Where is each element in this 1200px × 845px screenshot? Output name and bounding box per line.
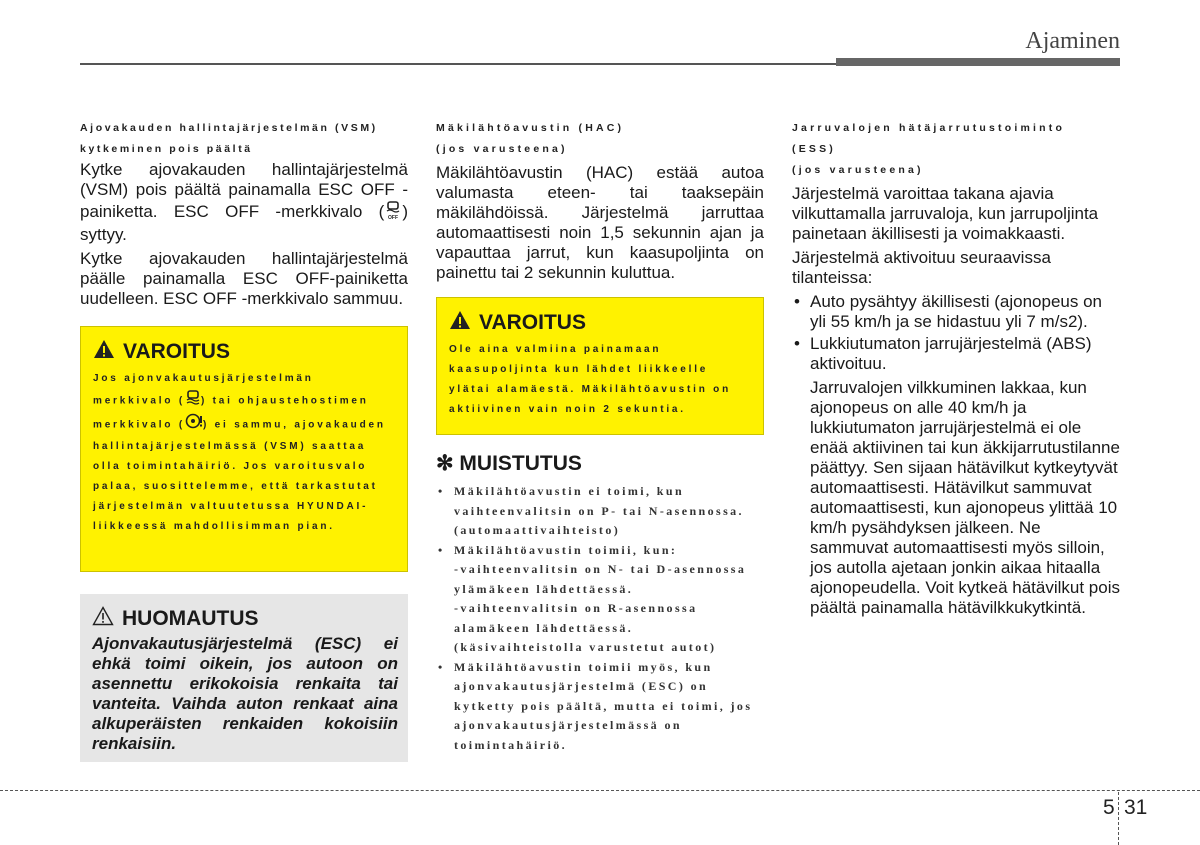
esc-car-icon (185, 389, 201, 413)
bullet-icon: • (438, 659, 445, 674)
warning-text-vsm (93, 369, 397, 537)
section-heading-hac: Mäkilähtöavustin (HAC) (436, 122, 625, 134)
bullet-icon: • (438, 484, 445, 498)
header-rule (80, 63, 836, 65)
power-steering-icon (185, 413, 203, 437)
list-item: • Auto pysähtyy äkillisesti (ajonopeus on yli 55 km/h ja se hidastuu yli 7 m/s2). (794, 292, 1102, 331)
memo-title: ✻ MUISTUTUS (436, 452, 582, 475)
footer-rule (0, 790, 1200, 791)
warning-text-hac: Ole aina valmiina painamaan kaasupoljinta kun lähdet liikkeelle ylätai alamäestä. Mäkilähtöavustin on aktiivinen vain noin 2 sekuntia. (449, 344, 731, 415)
page-number: 31 (1124, 796, 1148, 819)
memo-item: • Mäkilähtöavustin toimii myös, kun ajonvakautusjärjestelmä (ESC) on kytketty pois päältä, mutta ei toimi, jos ajonvakautusjärjestelmässä on toimintahäiriö. (438, 659, 753, 752)
caution-text: Ajonvakautusjärjestelmä (ESC) ei ehkä toimi oikein, jos autoon on asennettu erikokoisia renkaita tai vanteita. Vaihda auton renkaat aina alkuperäisten renkaiden kokoisiin renkaisiin. (92, 634, 398, 753)
hac-paragraph: Mäkilähtöavustin (HAC) estää autoa valumasta eteen- tai taaksepäin mäkilähdöissä. Järjestelmä jarruttaa automaattisesti noin 1,5 sekunnin ajan ja vapauttaa jarrut, kun kaasupoljinta on painettu tai 2 sekunnin kuluttua. (436, 163, 764, 282)
section-subheading-ess: (jos varusteena) (792, 164, 924, 176)
column-1 (80, 118, 408, 762)
warning-text-c: ) ei sammu, ajovakauden hallintajärjestelmässä (VSM) saattaa olla toimintahäiriö. Jos varoitusvalo palaa, suosittelemme, että tarkastutat järjestelmän valtuutetussa HYUNDAI-liikkeessä mahdollisimman pian. (93, 419, 386, 532)
caution-triangle-icon (92, 606, 114, 632)
warning-triangle-icon (449, 310, 471, 336)
vsm-paragraph-1-b: ) syttyy. (80, 201, 408, 244)
section-heading-ess-abbr: (ESS) (792, 143, 837, 155)
warning-title-text: VAROITUS (479, 311, 586, 334)
warning-title (449, 310, 753, 336)
page-number-divider (1118, 792, 1119, 845)
memo-item: • Mäkilähtöavustin ei toimi, kun vaihteenvalitsin on P- tai N-asennossa. (automaattivaihteisto) (438, 484, 744, 537)
chapter-number: 5 (1103, 796, 1115, 819)
section-heading-ess: Jarruvalojen hätäjarrutustoiminto (792, 122, 1066, 134)
memo-subitem: (käsivaihteistolla varustetut autot) (454, 640, 717, 654)
column-3 (792, 118, 1120, 618)
warning-box-hac (436, 297, 764, 435)
bullet-icon: • (794, 292, 800, 311)
bullet-icon: • (794, 334, 800, 353)
list-item: • Lukkiutumaton jarrujärjestelmä (ABS) aktivoituu. (794, 334, 1092, 373)
ess-bullet-list (792, 292, 1120, 618)
memo-subitem: -vaihteenvalitsin on N- tai D-asennossa ylämäkeen lähdettäessä. (454, 562, 747, 596)
warning-triangle-icon (93, 339, 115, 365)
memo-subitem: -vaihteenvalitsin on R-asennossa alamäkeen lähdettäessä. (454, 601, 698, 635)
section-subheading-vsm: kytkeminen pois päältä (80, 143, 253, 155)
memo-list (436, 482, 764, 755)
column-2 (436, 118, 764, 755)
ess-paragraph-2: Järjestelmä aktivoituu seuraavissa tilanteissa: (792, 248, 1051, 287)
section-heading-vsm: Ajovakauden hallintajärjestelmän (VSM) (80, 122, 378, 134)
section-subheading-hac: (jos varusteena) (436, 143, 568, 155)
caution-title (92, 606, 398, 632)
caution-title-text: HUOMAUTUS (122, 607, 259, 630)
warning-text-b: ) tai ohjaustehostimen merkkivalo ( (93, 395, 369, 431)
ess-paragraph-1: Järjestelmä varoittaa takana ajavia vilkuttamalla jarruvaloja, kun jarrupoljinta painetaan äkillisesti ja voimakkaasti. (792, 184, 1099, 243)
vsm-paragraph-1-a: Kytke ajovakauden hallintajärjestelmä (VSM) pois päältä painamalla ESC OFF -painiketta. ESC OFF -merkkivalo ( (80, 160, 408, 221)
memo-item: • Mäkilähtöavustin toimii, kun: (436, 541, 764, 561)
vsm-paragraph-2: Kytke ajovakauden hallintajärjestelmä päälle painamalla ESC OFF-painiketta uudelleen. ESC OFF -merkkivalo sammuu. (80, 249, 408, 308)
warning-text-a: Jos ajonvakautusjärjestelmän merkkivalo ( (93, 373, 314, 407)
caution-box (80, 594, 408, 762)
chapter-title: Ajaminen (1025, 28, 1120, 54)
svg-text:OFF: OFF (388, 215, 399, 220)
esc-off-icon (384, 200, 402, 225)
header-bar (836, 58, 1120, 66)
warning-title (93, 339, 397, 365)
bullet-icon: • (438, 542, 445, 557)
warning-title-text: VAROITUS (123, 340, 230, 363)
vsm-paragraph-1 (80, 160, 408, 245)
list-item-continuation: Jarruvalojen vilkkuminen lakkaa, kun ajonopeus on alle 40 km/h ja lukkiutumaton jarrujärjestelmä ei ole enää aktiivinen tai kun äkkijarrutustilanne päättyy. Sen sijaan hätävilkut kytkeytyvät automaattisesti. Hätävilkut sammuvat automaattisesti, kun ajonopeus ylittää 10 km/h pysähdyksen jälkeen. Ne sammuvat automaattisesti myös silloin, jos autolla ajetaan jonkin aikaa hitaalla ajonopeudella. Voit kytkeä hätävilkut pois päältä painamalla hätävilkkukytkintä. (810, 378, 1120, 617)
warning-box-vsm (80, 326, 408, 572)
